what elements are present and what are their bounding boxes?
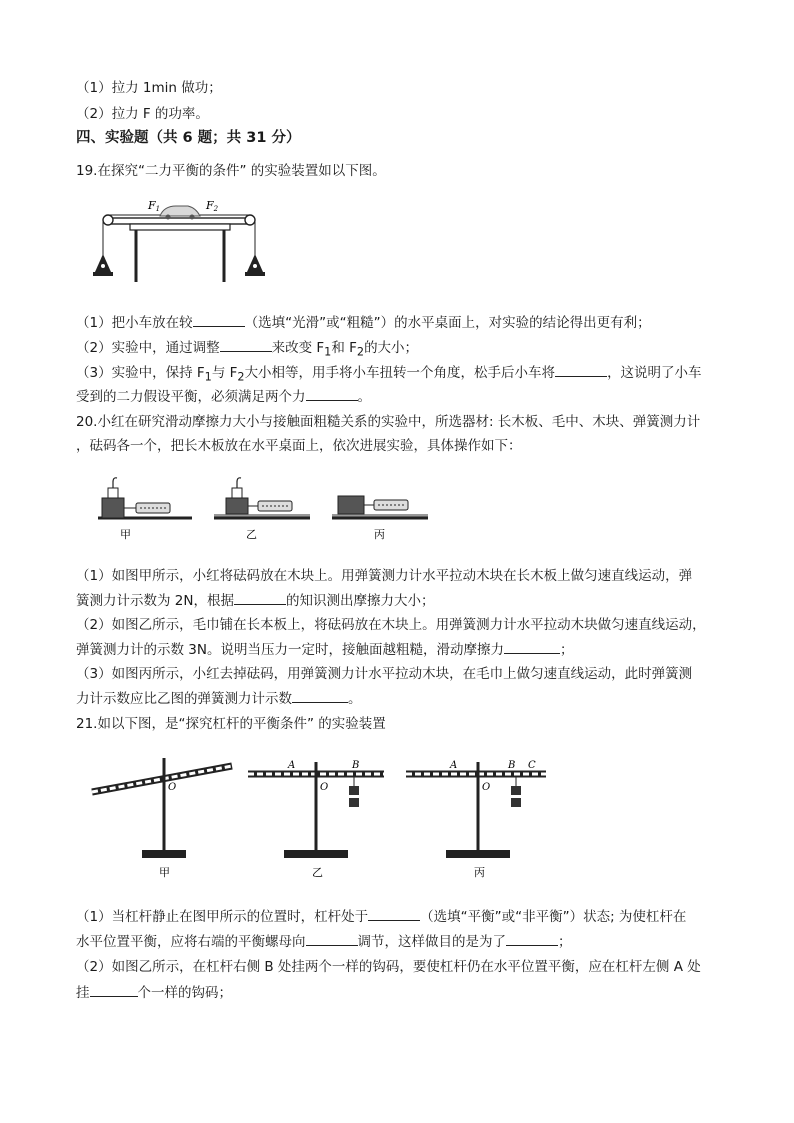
q20-blank-2[interactable] [504,639,560,654]
q19-figure [90,196,280,286]
q21-part1-line1: （1）当杠杆静止在图甲所示的位置时，杠杆处于 （选填“平衡”或“非平衡”）状态; 为使杠杆在 [76,906,686,927]
f1-label: F [148,199,156,212]
q18-part1: （1）拉力 1min 做功； [76,80,222,96]
q20-part1-line1: （1）如图甲所示，小红将砝码放在木块上。用弹簧测力计水平拉动木块在长木板上做匀速直线运动，弹 [76,568,693,584]
q21-blank-2[interactable] [306,931,358,946]
q21-lever-jia [92,758,232,879]
q19-stem: 19.在探究“二力平衡的条件” 的实验装置如以下图。 [76,163,386,179]
q21-blank-3[interactable] [506,931,558,946]
q21-part2-line2: 挂 个一样的钩码； [76,982,232,1003]
svg-text:O: O [482,782,491,793]
q21-lever-yi [248,760,384,879]
q18-part2: （2）拉力 F 的功率。 [76,106,209,122]
f2-label: F [206,199,214,212]
q20-figure [96,470,436,544]
q19-blank-3[interactable] [555,362,607,377]
q21-lever-bing [406,760,546,879]
svg-text:O: O [168,782,177,793]
f2-subscript: 2 [213,205,219,213]
q19-part1: （1）把小车放在较 （选填“光滑”或“粗糙”）的水平桌面上，对实验的结论得出更有利； [76,312,651,333]
q20-stem-line2: ，砝码各一个，把长木板放在水平桌面上，依次进展实验，具体操作如下： [76,438,522,454]
q21-blank-4[interactable] [90,982,138,997]
q20-setup-yi [214,478,310,541]
q20-blank-1[interactable] [234,590,286,605]
q21-part2-line1: （2）如图乙所示，在杠杆右侧 B 处挂两个一样的钩码，要使杠杆仍在水平位置平衡，应在杠杆左侧 A 处 [76,959,701,975]
section-title: 四、实验题（共 6 题；共 31 分） [76,130,301,146]
q20-part3-line2: 力计示数应比乙图的弹簧测力计示数 。 [76,688,362,709]
svg-text:A: A [450,760,458,771]
q20-label-jia: 甲 [120,528,131,541]
q20-blank-3[interactable] [292,688,348,703]
q20-part2-line2: 弹簧测力计的示数 3N。说明当压力一定时，接触面越粗糙，滑动摩擦力 ； [76,639,573,660]
q20-setup-jia [98,478,192,541]
q20-stem-line1: 20.小红在研究滑动摩擦力大小与接触面粗糙关系的实验中，所选器材: 长木板、毛中、木块、弹簧测力计 [76,414,701,430]
q21-figure [84,752,564,884]
q21-label-bing: 丙 [474,866,485,879]
q21-blank-1[interactable] [368,906,420,921]
q19-part3-line2: 受到的二力假设平衡，必须满足两个力 。 [76,386,371,407]
q21-stem: 21.如以下图，是“探究杠杆的平衡条件” 的实验装置 [76,716,386,732]
q20-setup-bing [332,496,428,541]
svg-text:F1 [147,199,160,213]
q19-part3-line1: （3）实验中，保持 $F_1$与 $F_2$大小相等，用手将小车扭转一个角度，松手后小车将 ，这说明了小车 [76,362,702,388]
q21-label-jia: 甲 [159,866,170,879]
q19-part2: （2）实验中，通过调整 来改变 $F_1$和 $F_2$的大小； [76,337,418,363]
q20-part1-line2: 簧测力计示数为 2N，根据 的知识测出摩擦力大小； [76,590,434,611]
svg-text:B: B [352,760,360,771]
f1-subscript: 1 [155,205,161,213]
q20-part3-line1: （3）如图丙所示，小红去掉砝码，用弹簧测力计水平拉动木块，在毛巾上做匀速直线运动，此时弹簧测 [76,666,693,682]
svg-text:C: C [528,760,536,771]
q21-label-yi: 乙 [312,866,323,879]
svg-text:O: O [320,782,329,793]
q19-blank-2[interactable] [220,337,272,352]
q21-part1-line2: 水平位置平衡，应将右端的平衡螺母向 调节，这样做目的是为了 ； [76,931,572,952]
q20-label-bing: 丙 [374,528,385,541]
svg-text:A: A [288,760,296,771]
svg-text:F2 [205,199,219,213]
q20-part2-line1: （2）如图乙所示，毛巾铺在长本板上，将砝码放在木块上。用弹簧测力计水平拉动木块做匀速直线运动， [76,617,706,633]
q19-blank-1[interactable] [193,312,245,327]
svg-text:B: B [508,760,516,771]
q19-blank-4[interactable] [306,386,358,401]
q20-label-yi: 乙 [246,528,257,541]
